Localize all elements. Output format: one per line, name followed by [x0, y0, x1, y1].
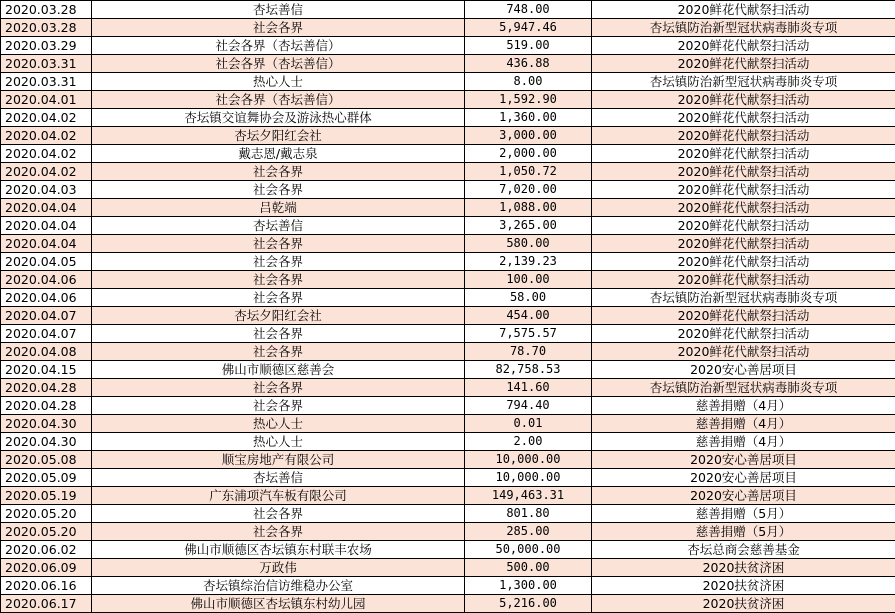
date-cell[interactable]: 2020.03.28 — [1, 19, 92, 37]
date-cell[interactable]: 2020.04.02 — [1, 127, 92, 145]
table-row — [1, 595, 895, 613]
table-row — [1, 235, 895, 253]
donor-cell[interactable]: 杏坛夕阳红会社 — [92, 307, 465, 325]
purpose-cell[interactable]: 2020鲜花代献祭扫活动 — [592, 109, 895, 127]
purpose-cell[interactable]: 慈善捐赠（4月） — [592, 397, 895, 415]
donor-cell[interactable]: 社会各界 — [92, 523, 465, 541]
date-cell[interactable]: 2020.06.16 — [1, 577, 92, 595]
amount-cell[interactable]: 7,020.00 — [465, 181, 592, 199]
table-row — [1, 73, 895, 91]
date-cell[interactable]: 2020.04.02 — [1, 145, 92, 163]
amount-cell[interactable]: 82,758.53 — [465, 361, 592, 379]
amount-cell[interactable]: 1,088.00 — [465, 199, 592, 217]
donor-cell[interactable]: 社会各界 — [92, 505, 465, 523]
date-cell[interactable]: 2020.03.31 — [1, 55, 92, 73]
date-cell[interactable]: 2020.04.02 — [1, 109, 92, 127]
purpose-cell[interactable]: 慈善捐赠（5月） — [592, 523, 895, 541]
donor-cell[interactable]: 社会各界 — [92, 397, 465, 415]
table-row — [1, 451, 895, 469]
date-cell[interactable]: 2020.06.09 — [1, 559, 92, 577]
purpose-cell[interactable]: 2020鲜花代献祭扫活动 — [592, 1, 895, 19]
donor-cell[interactable]: 佛山市顺德区杏坛镇东村联丰农场 — [92, 541, 465, 559]
table-row — [1, 289, 895, 307]
table-row — [1, 91, 895, 109]
purpose-cell[interactable]: 2020鲜花代献祭扫活动 — [592, 325, 895, 343]
date-cell[interactable]: 2020.04.04 — [1, 235, 92, 253]
table-row — [1, 559, 895, 577]
purpose-cell[interactable]: 2020鲜花代献祭扫活动 — [592, 307, 895, 325]
purpose-cell[interactable]: 2020安心善居项目 — [592, 487, 895, 505]
table-row — [1, 397, 895, 415]
amount-cell[interactable]: 500.00 — [465, 559, 592, 577]
date-cell[interactable]: 2020.04.06 — [1, 289, 92, 307]
donor-cell[interactable]: 社会各界 — [92, 343, 465, 361]
donor-cell[interactable]: 杏坛镇交谊舞协会及游泳热心群体 — [92, 109, 465, 127]
date-cell[interactable]: 2020.04.06 — [1, 271, 92, 289]
table-row — [1, 505, 895, 523]
amount-cell[interactable]: 8.00 — [465, 73, 592, 91]
amount-cell[interactable]: 1,360.00 — [465, 109, 592, 127]
table-row — [1, 325, 895, 343]
amount-cell[interactable]: 5,216.00 — [465, 595, 592, 613]
amount-cell[interactable]: 748.00 — [465, 1, 592, 19]
date-cell[interactable]: 2020.04.04 — [1, 217, 92, 235]
date-cell[interactable]: 2020.04.30 — [1, 433, 92, 451]
table-row — [1, 469, 895, 487]
donor-cell[interactable]: 杏坛善信 — [92, 1, 465, 19]
purpose-cell[interactable]: 2020鲜花代献祭扫活动 — [592, 343, 895, 361]
date-cell[interactable]: 2020.06.02 — [1, 541, 92, 559]
table-row — [1, 1, 895, 19]
purpose-cell[interactable]: 2020扶贫济困 — [592, 577, 895, 595]
table-row — [1, 361, 895, 379]
donor-cell[interactable]: 杏坛善信 — [92, 217, 465, 235]
purpose-cell[interactable]: 慈善捐赠（5月） — [592, 505, 895, 523]
purpose-cell[interactable]: 杏坛镇防治新型冠状病毒肺炎专项 — [592, 289, 895, 307]
purpose-cell[interactable]: 2020鲜花代献祭扫活动 — [592, 55, 895, 73]
amount-cell[interactable]: 3,000.00 — [465, 127, 592, 145]
date-cell[interactable]: 2020.04.08 — [1, 343, 92, 361]
donor-cell[interactable]: 社会各界 — [92, 253, 465, 271]
date-cell[interactable]: 2020.05.08 — [1, 451, 92, 469]
donor-cell[interactable]: 社会各界（杏坛善信） — [92, 37, 465, 55]
date-cell[interactable]: 2020.04.07 — [1, 325, 92, 343]
donor-cell[interactable]: 戴志恩/戴志泉 — [92, 145, 465, 163]
purpose-cell[interactable]: 2020鲜花代献祭扫活动 — [592, 235, 895, 253]
donor-cell[interactable]: 顺宝房地产有限公司 — [92, 451, 465, 469]
table-row — [1, 181, 895, 199]
table-row — [1, 523, 895, 541]
purpose-cell[interactable]: 2020鲜花代献祭扫活动 — [592, 253, 895, 271]
date-cell[interactable]: 2020.04.01 — [1, 91, 92, 109]
donor-cell[interactable]: 社会各界 — [92, 181, 465, 199]
donor-cell[interactable]: 社会各界 — [92, 235, 465, 253]
table-row — [1, 217, 895, 235]
date-cell[interactable]: 2020.04.04 — [1, 199, 92, 217]
donor-cell[interactable]: 社会各界 — [92, 163, 465, 181]
purpose-cell[interactable]: 2020鲜花代献祭扫活动 — [592, 91, 895, 109]
purpose-cell[interactable]: 2020鲜花代献祭扫活动 — [592, 163, 895, 181]
purpose-cell[interactable]: 2020鲜花代献祭扫活动 — [592, 37, 895, 55]
purpose-cell[interactable]: 2020鲜花代献祭扫活动 — [592, 127, 895, 145]
date-cell[interactable]: 2020.04.28 — [1, 379, 92, 397]
table-row — [1, 55, 895, 73]
donor-cell[interactable]: 佛山市顺德区杏坛镇东村幼儿园 — [92, 595, 465, 613]
donor-cell[interactable]: 社会各界 — [92, 379, 465, 397]
donor-cell[interactable]: 社会各界（杏坛善信） — [92, 91, 465, 109]
donor-cell[interactable]: 社会各界 — [92, 289, 465, 307]
table-row — [1, 199, 895, 217]
amount-cell[interactable]: 141.60 — [465, 379, 592, 397]
table-row — [1, 379, 895, 397]
date-cell[interactable]: 2020.05.19 — [1, 487, 92, 505]
amount-cell[interactable]: 10,000.00 — [465, 451, 592, 469]
table-row — [1, 343, 895, 361]
table-row — [1, 19, 895, 37]
date-cell[interactable]: 2020.06.17 — [1, 595, 92, 613]
date-cell[interactable]: 2020.04.03 — [1, 181, 92, 199]
donor-cell[interactable]: 社会各界（杏坛善信） — [92, 55, 465, 73]
purpose-cell[interactable]: 杏坛镇防治新型冠状病毒肺炎专项 — [592, 73, 895, 91]
table-row — [1, 109, 895, 127]
table-row — [1, 127, 895, 145]
purpose-cell[interactable]: 2020扶贫济困 — [592, 595, 895, 613]
donor-cell[interactable]: 杏坛镇综治信访维稳办公室 — [92, 577, 465, 595]
amount-cell[interactable]: 3,265.00 — [465, 217, 592, 235]
amount-cell[interactable]: 1,300.00 — [465, 577, 592, 595]
amount-cell[interactable]: 10,000.00 — [465, 469, 592, 487]
purpose-cell[interactable]: 杏坛镇防治新型冠状病毒肺炎专项 — [592, 19, 895, 37]
purpose-cell[interactable]: 2020安心善居项目 — [592, 451, 895, 469]
donor-cell[interactable]: 社会各界 — [92, 271, 465, 289]
amount-cell[interactable]: 436.88 — [465, 55, 592, 73]
date-cell[interactable]: 2020.03.29 — [1, 37, 92, 55]
date-cell[interactable]: 2020.05.20 — [1, 523, 92, 541]
amount-cell[interactable]: 50,000.00 — [465, 541, 592, 559]
donor-cell[interactable]: 杏坛夕阳红会社 — [92, 127, 465, 145]
donor-cell[interactable]: 万政伟 — [92, 559, 465, 577]
amount-cell[interactable]: 2,000.00 — [465, 145, 592, 163]
amount-cell[interactable]: 149,463.31 — [465, 487, 592, 505]
purpose-cell[interactable]: 2020鲜花代献祭扫活动 — [592, 199, 895, 217]
amount-cell[interactable]: 5,947.46 — [465, 19, 592, 37]
date-cell[interactable]: 2020.03.31 — [1, 73, 92, 91]
donor-cell[interactable]: 佛山市顺德区慈善会 — [92, 361, 465, 379]
amount-cell[interactable]: 58.00 — [465, 289, 592, 307]
date-cell[interactable]: 2020.04.30 — [1, 415, 92, 433]
table-row — [1, 415, 895, 433]
amount-cell[interactable]: 7,575.57 — [465, 325, 592, 343]
purpose-cell[interactable]: 2020鲜花代献祭扫活动 — [592, 181, 895, 199]
amount-cell[interactable]: 519.00 — [465, 37, 592, 55]
amount-cell[interactable]: 285.00 — [465, 523, 592, 541]
amount-cell[interactable]: 801.80 — [465, 505, 592, 523]
purpose-cell[interactable]: 2020安心善居项目 — [592, 469, 895, 487]
date-cell[interactable]: 2020.05.20 — [1, 505, 92, 523]
amount-cell[interactable]: 78.70 — [465, 343, 592, 361]
date-cell[interactable]: 2020.04.05 — [1, 253, 92, 271]
donor-cell[interactable]: 热心人士 — [92, 73, 465, 91]
purpose-cell[interactable]: 2020安心善居项目 — [592, 361, 895, 379]
date-cell[interactable]: 2020.04.15 — [1, 361, 92, 379]
table-row — [1, 145, 895, 163]
purpose-cell[interactable]: 2020鲜花代献祭扫活动 — [592, 217, 895, 235]
donor-cell[interactable]: 热心人士 — [92, 433, 465, 451]
donation-table-body — [1, 1, 895, 613]
date-cell[interactable]: 2020.03.28 — [1, 1, 92, 19]
table-row — [1, 37, 895, 55]
purpose-cell[interactable]: 2020鲜花代献祭扫活动 — [592, 145, 895, 163]
amount-cell[interactable]: 1,592.90 — [465, 91, 592, 109]
table-row — [1, 253, 895, 271]
date-cell[interactable]: 2020.04.07 — [1, 307, 92, 325]
amount-cell[interactable]: 100.00 — [465, 271, 592, 289]
purpose-cell[interactable]: 2020鲜花代献祭扫活动 — [592, 271, 895, 289]
amount-cell[interactable]: 2.00 — [465, 433, 592, 451]
table-row — [1, 307, 895, 325]
table-row — [1, 541, 895, 559]
purpose-cell[interactable]: 杏坛总商会慈善基金 — [592, 541, 895, 559]
donor-cell[interactable]: 吕乾端 — [92, 199, 465, 217]
purpose-cell[interactable]: 2020扶贫济困 — [592, 559, 895, 577]
purpose-cell[interactable]: 慈善捐赠（4月） — [592, 415, 895, 433]
table-row — [1, 577, 895, 595]
donor-cell[interactable]: 广东浦项汽车板有限公司 — [92, 487, 465, 505]
table-row — [1, 487, 895, 505]
date-cell[interactable]: 2020.04.02 — [1, 163, 92, 181]
table-row — [1, 163, 895, 181]
donor-cell[interactable]: 社会各界 — [92, 325, 465, 343]
table-row — [1, 271, 895, 289]
amount-cell[interactable]: 0.01 — [465, 415, 592, 433]
date-cell[interactable]: 2020.04.28 — [1, 397, 92, 415]
donor-cell[interactable]: 社会各界 — [92, 19, 465, 37]
amount-cell[interactable]: 454.00 — [465, 307, 592, 325]
date-cell[interactable]: 2020.05.09 — [1, 469, 92, 487]
amount-cell[interactable]: 580.00 — [465, 235, 592, 253]
amount-cell[interactable]: 794.40 — [465, 397, 592, 415]
table-row — [1, 433, 895, 451]
donor-cell[interactable]: 热心人士 — [92, 415, 465, 433]
purpose-cell[interactable]: 慈善捐赠（4月） — [592, 433, 895, 451]
purpose-cell[interactable]: 杏坛镇防治新型冠状病毒肺炎专项 — [592, 379, 895, 397]
amount-cell[interactable]: 2,139.23 — [465, 253, 592, 271]
donor-cell[interactable]: 杏坛善信 — [92, 469, 465, 487]
amount-cell[interactable]: 1,050.72 — [465, 163, 592, 181]
